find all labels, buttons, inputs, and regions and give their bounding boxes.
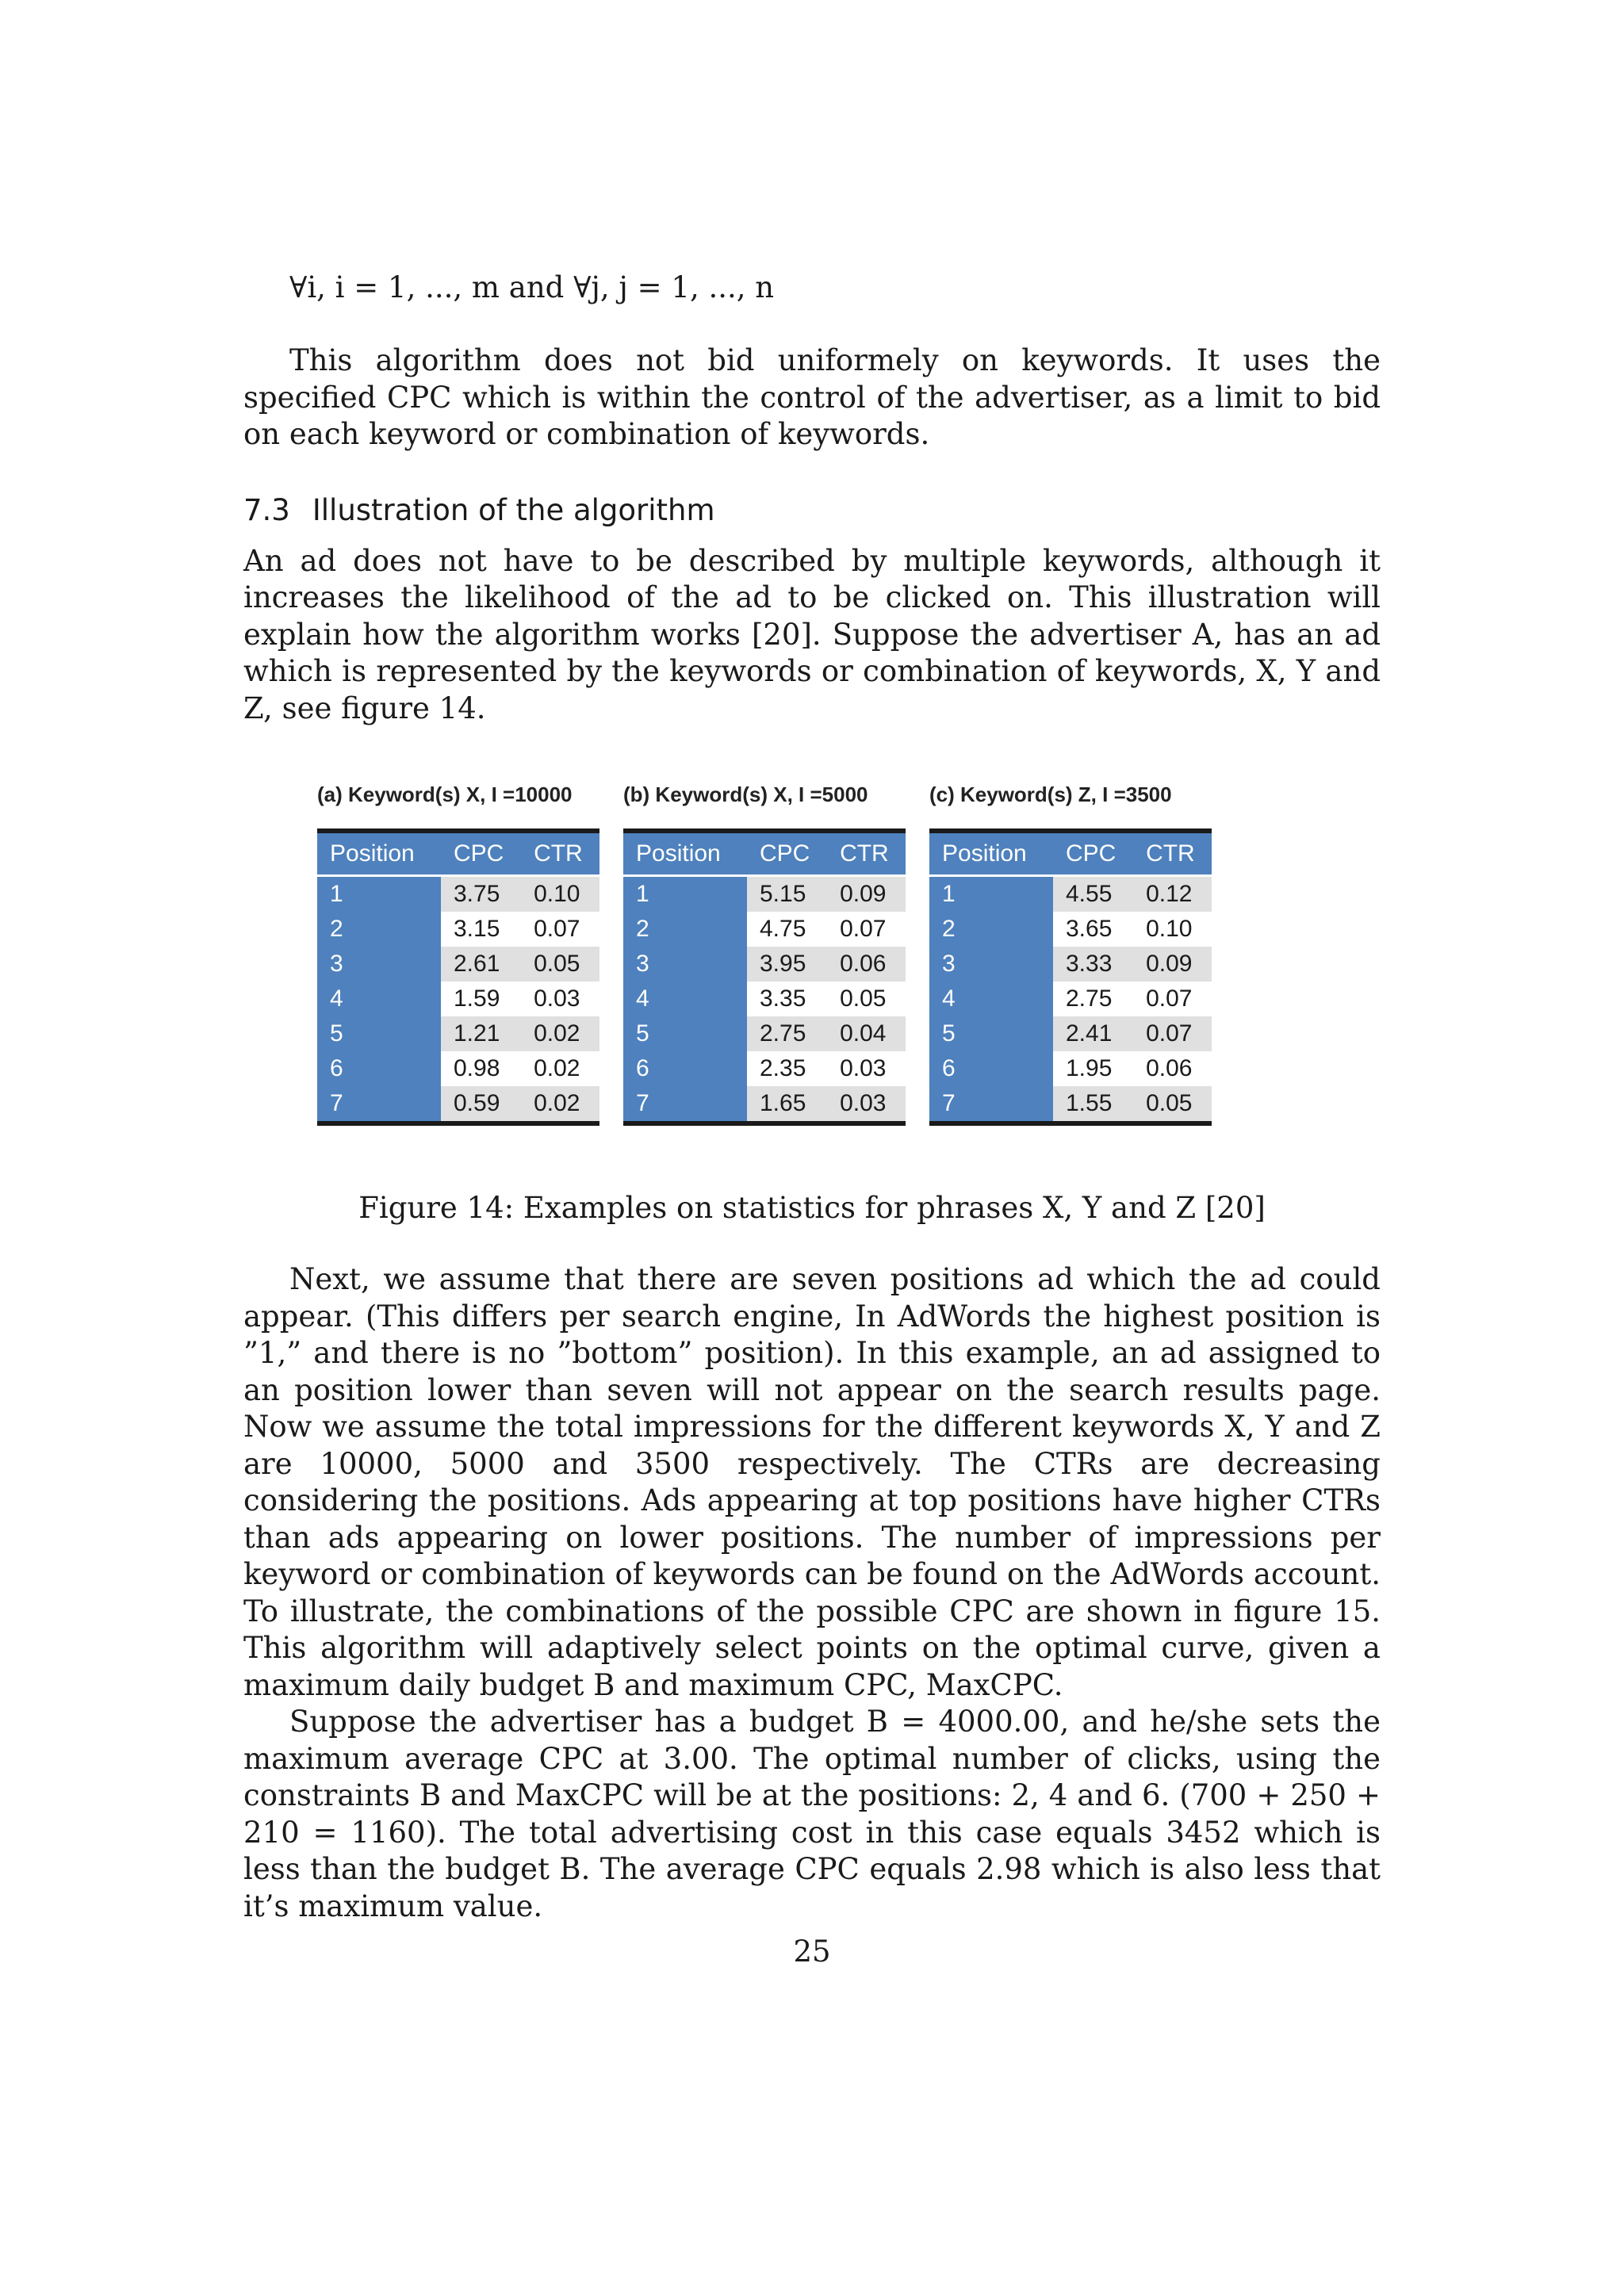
table-row: [317, 912, 599, 947]
paragraph-3: Next, we assume that there are seven positions ad which the ad could appear. (This differs per search engine, In AdWords the highest position is ”1,” and there is no ”bottom” position). In this example, an ad assigned to an position lower than seven will not appear on the search results page. Now we assume the total impressions for the different keywords X, Y and Z are 10000, 5000 and 3500 respectively. The CTRs are decreasing considering the positions. Ads appearing at top positions have higher CTRs than ads appearing on lower positions. The number of impressions per keyword or combination of keywords can be found on the AdWords account. To illustrate, the combinations of the possible CPC are shown in figure 15. This algorithm will adaptively select points on the optimal curve, given a maximum daily budget B and maximum CPC, MaxCPC.: [243, 1262, 1381, 1702]
table-row: [623, 947, 906, 982]
table-row: [623, 982, 906, 1016]
table-cell: 4: [623, 982, 747, 1016]
table-cell: 6: [929, 1051, 1053, 1086]
table-cell: 4: [929, 982, 1053, 1016]
table-cell: 3: [317, 947, 441, 982]
table-cell: 0.04: [827, 1016, 906, 1051]
table-cell: 2.75: [1053, 982, 1133, 1016]
page-number: 25: [793, 1934, 831, 1969]
table-cell: 5: [929, 1016, 1053, 1051]
table-cell: 4: [317, 982, 441, 1016]
table-cell: 0.09: [1133, 947, 1212, 982]
table-cell: 2: [929, 912, 1053, 947]
table-row: [623, 1086, 906, 1123]
table-cell: 3: [623, 947, 747, 982]
table-cell: 1.95: [1053, 1051, 1133, 1086]
stats-table: [623, 828, 906, 1126]
table-row: [317, 1051, 599, 1086]
table-cell: 0.07: [521, 912, 599, 947]
table-cell: 0.10: [1133, 912, 1212, 947]
panel-label: (b) Keyword(s) X, I =5000: [623, 783, 868, 806]
table-cell: 1: [929, 876, 1053, 913]
table-cell: 0.07: [1133, 1016, 1212, 1051]
table-header-cell: CPC: [1053, 831, 1133, 876]
paragraph-1: This algorithm does not bid uniformely on keywords. It uses the specified CPC which is within the control of the advertiser, as a limit to bid on each keyword or combination of keywords.: [243, 343, 1381, 451]
table-row: [317, 982, 599, 1016]
table-cell: 6: [317, 1051, 441, 1086]
table-cell: 1.55: [1053, 1086, 1133, 1123]
table-cell: 5.15: [747, 876, 827, 913]
table-cell: 0.07: [827, 912, 906, 947]
table-row: [317, 1016, 599, 1051]
table-cell: 0.05: [1133, 1086, 1212, 1123]
table-row: [317, 947, 599, 982]
table-row: [929, 1086, 1212, 1123]
table-cell: 3.95: [747, 947, 827, 982]
table-header-cell: CTR: [827, 831, 906, 876]
table-header-cell: CPC: [747, 831, 827, 876]
table-row: [623, 1051, 906, 1086]
table-cell: 1: [623, 876, 747, 913]
table-cell: 0.03: [521, 982, 599, 1016]
figure-14: [317, 783, 1381, 1126]
table-cell: 3: [929, 947, 1053, 982]
table-cell: 7: [929, 1086, 1053, 1123]
table-cell: 4.75: [747, 912, 827, 947]
table-cell: 4.55: [1053, 876, 1133, 913]
figure-panel: [623, 783, 929, 1126]
table-row: [929, 982, 1212, 1016]
table-header-cell: Position: [317, 831, 441, 876]
table-cell: 0.10: [521, 876, 599, 913]
panel-label: (c) Keyword(s) Z, I =3500: [929, 783, 1172, 806]
table-cell: 5: [317, 1016, 441, 1051]
paragraph-4: Suppose the advertiser has a budget B = 4000.00, and he/she sets the maximum average CPC at 3.00. The optimal number of clicks, using the constraints B and MaxCPC will be at the positions: 2, 4 and 6. (700 + 250 + 210 = 1160). The total advertising cost in this case equals 3452 which is less than the budget B. The average CPC equals 2.98 which is also less that it’s maximum value.: [243, 1705, 1381, 1923]
panel-label: (a) Keyword(s) X, I =10000: [317, 783, 573, 806]
table-cell: 2.75: [747, 1016, 827, 1051]
table-cell: 3.65: [1053, 912, 1133, 947]
table-cell: 0.98: [441, 1051, 521, 1086]
table-cell: 0.03: [827, 1086, 906, 1123]
table-row: [623, 1016, 906, 1051]
section-number: 7.3: [243, 492, 290, 527]
table-row: [317, 1086, 599, 1123]
table-header-cell: Position: [929, 831, 1053, 876]
table-header-cell: CTR: [1133, 831, 1212, 876]
table-cell: 0.03: [827, 1051, 906, 1086]
table-cell: 2: [623, 912, 747, 947]
table-row: [929, 1016, 1212, 1051]
table-cell: 2.35: [747, 1051, 827, 1086]
table-row: [317, 876, 599, 913]
table-header-cell: CTR: [521, 831, 599, 876]
table-cell: 0.05: [827, 982, 906, 1016]
table-row: [929, 876, 1212, 913]
table-cell: 7: [623, 1086, 747, 1123]
table-cell: 0.02: [521, 1016, 599, 1051]
table-cell: 1: [317, 876, 441, 913]
table-cell: 0.59: [441, 1086, 521, 1123]
section-heading: [243, 493, 1381, 527]
table-cell: 0.07: [1133, 982, 1212, 1016]
figure-panel: [317, 783, 623, 1126]
table-cell: 3.15: [441, 912, 521, 947]
math-quantifier-line: ∀i, i = 1, ..., m and ∀j, j = 1, ..., n: [289, 270, 775, 304]
paragraph-2: An ad does not have to be described by multiple keywords, although it increases the likelihood of the ad to be clicked on. This illustration will explain how the algorithm works [20]. Suppose the advertiser A, has an ad which is represented by the keywords or combination of keywords, X, Y and Z, see figure 14.: [243, 543, 1381, 725]
table-header-cell: CPC: [441, 831, 521, 876]
table-cell: 6: [623, 1051, 747, 1086]
figure-panel: [929, 783, 1235, 1126]
table-cell: 0.06: [1133, 1051, 1212, 1086]
figure-caption: Figure 14: Examples on statistics for phrases X, Y and Z [20]: [358, 1191, 1266, 1225]
stats-table: [317, 828, 599, 1126]
table-cell: 7: [317, 1086, 441, 1123]
table-cell: 3.35: [747, 982, 827, 1016]
table-cell: 1.21: [441, 1016, 521, 1051]
table-cell: 1.65: [747, 1086, 827, 1123]
table-row: [929, 912, 1212, 947]
table-header-cell: Position: [623, 831, 747, 876]
table-cell: 2: [317, 912, 441, 947]
table-cell: 5: [623, 1016, 747, 1051]
table-cell: 1.59: [441, 982, 521, 1016]
table-row: [929, 1051, 1212, 1086]
table-cell: 0.02: [521, 1086, 599, 1123]
table-cell: 3.33: [1053, 947, 1133, 982]
stats-table: [929, 828, 1212, 1126]
table-row: [623, 876, 906, 913]
section-title: Illustration of the algorithm: [312, 492, 715, 527]
table-cell: 2.41: [1053, 1016, 1133, 1051]
table-cell: 3.75: [441, 876, 521, 913]
table-row: [623, 912, 906, 947]
table-cell: 0.06: [827, 947, 906, 982]
table-row: [929, 947, 1212, 982]
table-cell: 0.09: [827, 876, 906, 913]
table-cell: 0.12: [1133, 876, 1212, 913]
table-cell: 0.05: [521, 947, 599, 982]
table-cell: 0.02: [521, 1051, 599, 1086]
page-body: [243, 270, 1381, 1925]
table-cell: 2.61: [441, 947, 521, 982]
